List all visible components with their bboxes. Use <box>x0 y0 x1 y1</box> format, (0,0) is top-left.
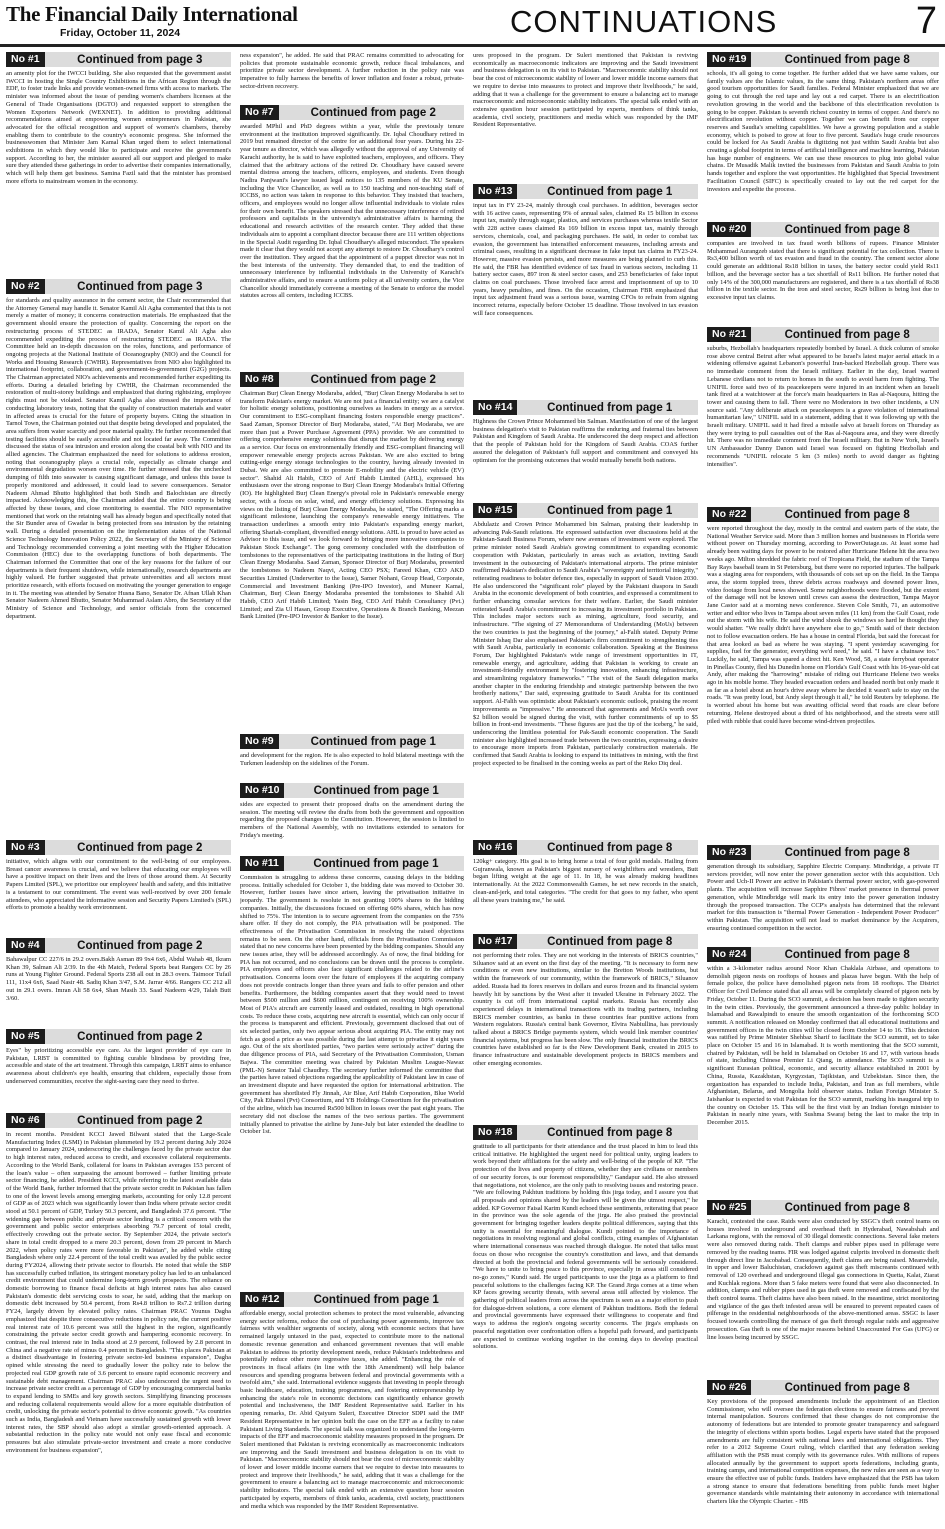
article-header <box>473 840 698 855</box>
article-header <box>707 507 939 522</box>
article-number: No #4 <box>6 938 45 953</box>
article-title: Continued from page 1 <box>547 504 673 517</box>
article-title: Continued from page 8 <box>784 53 910 66</box>
article-body: gratitude to all participants for their attendance and the trust placed in him to lead this critical initiative. He highlighted the urgent need for political unity, urging leaders to work beyond their affiliations for the safety and well-being of the people of KP. "The protection of the lives and property of citizens, whether they are civilians or members of our security forces, is our foremost responsibility," Gandapur said. He also stressed that negotiations, not violence, are the only path to resolving issues and restoring peace. "We are following Pakhtun traditions by holding this jirga today, and I assure you that all proposals and opinions shared by the leaders will be given the utmost respect," he added. KP Governor Faisal Karim Kundi echoed these sentiments, reiterating that peace in the province was the sole agenda of the jirga. He also praised the provincial government for bringing together leaders despite political differences, saying that this unity is essential for meaningful dialogue. Kundi pointed to the importance of negotiations in resolving regional and global conflicts, citing examples of Afghanistan where international consensus was reached through dialogue. He noted that talks must focus on those who recognise the country's constitution and laws, and that demands directed at both the provincial and federal governments will be seriously considered. "We have to unite to bring peace to this province, especially in areas still considered no-go zones," Kundi said. He urged participants to use the jirga as a platform to find peaceful solutions to the challenges facing KP. The Grand Jirga comes at a time when KP faces growing security threats, with several areas still affected by violence. The gathering of political leaders from across the spectrum is seen as a major effort to push for dialogue-driven solutions, a core element of Pakhtun traditions. Both the federal and provincial governments have expressed their willingness to cooperate and find ways to address the region's ongoing security concerns. The jirga's emphasis on peaceful negotiation over confrontation offers a hopeful path forward, and participants are expected to continue working together in the coming days to develop practical solutions. <box>473 1143 698 1351</box>
article-9 <box>240 734 464 776</box>
article-8 <box>240 372 464 728</box>
article-25 <box>707 1200 939 1378</box>
article-title: Continued from page 8 <box>784 846 910 859</box>
article-title: Continued from page 8 <box>547 935 673 948</box>
article-number: No #25 <box>707 1200 751 1215</box>
article-number: No #13 <box>473 184 517 199</box>
article-body: Bahawalpur CC 227/6 in 29.2 overs.Bakh Asman 89 9x4 6x6, Abdul Wahab 48, Ikram Khan 39, Salman Ali 2/39. In the 4th Match, Federal Sports beat Rangers CC by 26 runs at Young Fighter Ground. Federal Sports 238 all out in 28.3 overs. Taimoor Tufail 111, 11x4 6x6, Saad Nasir 48. Sadiq Khan 3/47, S.M. Jarrar 4/66. Rangers CC 212 all out in 29.1 overs. Imran Ali 58 6x4, Shan Masih 33. Saad Nadeem 4/29, Talah Butt 3/60. <box>6 956 231 1002</box>
article-title: Continued from page 2 <box>310 373 436 386</box>
article-title: Continued from page 2 <box>77 1114 203 1127</box>
article-body: 120kg+ category. His goal is to bring home a total of four gold medals. Hailing from Gujranwala, known as Pakistan's biggest nursery of weightlifters and wrestlers, Butt began lifting weight at the age of 11. In 18, he was already making headlines internationally. At the 2022 Commonwealth Games, he set new records in the snatch, clean-and-jerk, and total categories. "The credit for that goes to my father, who spent all these years training me," he said. <box>473 858 698 904</box>
article-21 <box>707 327 939 505</box>
article-body: were reported throughout the day, mostly in the central and eastern parts of the state, the National Weather Service said. More than 3 million homes and businesses in Florida were without power on Thursday morning, according to PowerOutage.us. At least some had already been waiting days for power to be restored after Hurricane Helene hit the area two weeks ago. Milton shredded the fabric roof of Tropicana Field, the stadium of the Tampa Bay Rays baseball team in St Petersburg, but there were no reported injuries. The ballpark was a staging area for responders, with thousands of cots set up on the field. In the Tampa area, the storm toppled trees, threw debris across roadways and downed power lines, video footage from local news showed. Some neighborhoods were flooded, but the extent of the damage will not be known until crews can assess the destruction, Tampa Mayor Jane Castor said at a morning news conference. Steven Cole Smith, 71, an automotive writer and editor who lives in Tampa about seven miles (11 km) from the Gulf Coast, rode out the storm with his wife. He said the wind shook the windows so hard he thought they would shatter. "We really didn't have anywhere else to go," Smith said of their decision not to follow evacuation orders. He has a house in central Florida, but said the forecast for that area looked as bad as where he was staying. "I spent yesterday scavenging for supplies, fuel for the generator, everything we'd need," he said. "I have a chainsaw too." Luckily, he said, Tampa was spared a direct hit. Ken Wood, 58, a state ferryboat operator in Pinellas County, fled his Dunedin home on Florida's Gulf Coast with his 16-year-old cat Andy, after making the "harrowing" mistake of riding out Hurricane Helene two weeks ago in his mobile home. They headed evacuation orders and headed north but only made it as far as a hotel about an hour's drive away where he decided it wasn't safe to stay on the roads. "It was pretty loud, but Andy slept through it all," he told Reuters by telephone. He is worried about his home but was awaiting official word that roads are clear before returning. Helene destroyed about a third of his neighborhood, and the streets were still piled with rubble that could have become wind-driven projectiles. <box>707 525 939 725</box>
article-header <box>707 845 939 860</box>
article-4 <box>6 938 231 1026</box>
article-body: and development for the region. He is also expected to hold bilateral meetings with the Turkmen leadership on the sidelines of the Forum. <box>240 752 464 767</box>
article-header <box>240 856 464 871</box>
article-header <box>707 1380 939 1395</box>
article-title: Continued from page 8 <box>784 223 910 236</box>
article-number: No #10 <box>240 783 284 798</box>
article-5 <box>6 1029 231 1117</box>
article-number: No #11 <box>240 856 284 871</box>
article-title: Continued from page 1 <box>313 784 439 797</box>
article-header <box>6 1029 231 1044</box>
article-11 <box>240 856 464 1291</box>
article-body: not performing their roles. They are not working in the interests of BRICS countries," Siluanov said at an event on the first day of the meeting. "It is necessary to form new conditions or even new institutions, similar to the Bretton Woods institutions, but within the framework of our community, within the framework of BRICS," Siluanov added. Russia had its forex reserves in dollars and euros frozen and its financial system heavily hit by sanctions by the West after it invaded Ukraine in February 2022. The country is cut off from international capital markets. Russia has recently also experienced delays in international transactions with its trading partners, including BRICS member countries, as banks in these countries fear punitive actions from Western regulators. Russia's central bank Governor, Elvira Nabiullina, has previously talked about a BRICS Bridge payments system, which would link member countries' financial systems, but progress has been slow. The only financial institution the BRICS countries have established so far is the New Development Bank, created in 2015 to finance infrastructure and sustainable development projects in BRICS members and other emerging economies. <box>473 952 698 1067</box>
masthead <box>0 0 945 47</box>
article-body: Key provisions of the proposed amendments include the appointment of an Election Commissioner, who will oversee the federation elections to ensure fairness and prevent internal manipulation. Sources confirmed that these changes do not compromise the autonomy of federations but are intended to promote greater transparency and safeguard the integrity of elections within sports bodies. Legal experts have stated that the proposed amendments are fully consistent with national laws and international obligations. They refer to a 2012 Supreme Court ruling, which clarified that any federation seeking affiliation with the PSB must comply with its governance rules. With millions of rupees allocated annually by the government to support sports federations, including grants, training camps, and international competition expenses, the new rules are seen as a way to ensure the effective use of public funds. Insiders have emphasized that the PSB has taken a strong stance to ensure that federations benefiting from public funds meet higher governance standards while maintaining their autonomy in accordance with international charters like the Olympic Charter. - HB <box>707 1398 939 1506</box>
article-header <box>473 503 698 518</box>
article-number: No #24 <box>707 947 751 962</box>
article-header <box>6 1113 231 1128</box>
article-title: Continued from page 1 <box>547 401 673 414</box>
article-header <box>240 1292 464 1307</box>
article-header <box>6 279 231 294</box>
column-4 <box>707 52 939 1522</box>
article-title: Continued from page 8 <box>784 1381 910 1394</box>
article-15 <box>473 503 698 830</box>
article-body: initiative, which aligns with our commitment to the well-being of our employees. Breast cancer awareness is crucial, and we believe that educating our employees will have a positive impact on their lives and the lives of those around them. At Security Papers Limited (SPL), we prioritize our employees' health and safety, and this initiative is a testament to our commitment. The event was well-received by over 200 female attendees, who appreciated the informative session and Security Papers Limited's (SPL) efforts to promote a healthy work environment. <box>6 858 231 912</box>
article-24 <box>707 947 939 1197</box>
article-title: Continued from page 8 <box>784 948 910 961</box>
article-title: Continued from page 3 <box>77 280 203 293</box>
column-2 <box>240 52 464 1522</box>
article-header <box>6 52 231 67</box>
article-title: Continued from page 8 <box>784 1201 910 1214</box>
article-header <box>707 327 939 342</box>
article-1 <box>6 52 231 287</box>
column-1 <box>6 52 231 1522</box>
article-number: No #20 <box>707 222 751 237</box>
article-13 <box>473 184 698 390</box>
article-body: companies are involved in tax fraud worth billions of rupees. Finance Minister Muhammad Aurangzeb stated that there is significant potential for tax collection. There is Rs3,400 billion worth of tax evasion and fraud in the country. The cement sector alone could generate an additional Rs18 billion in taxes, the battery sector could yield Rs11 billion, and the beverage sector has a tax shortfall of Rs11 billion. He further noted that only 14% of the 300,000 manufacturers are registered, and there is a tax shortfall of Rs38 billion in the textile sector. In the iron and steel sector, Rs29 billion is being lost due to excessive input tax claims. <box>707 240 939 301</box>
article-17 <box>473 934 698 1124</box>
article-body: schools, it's all going to come together. He further added that we have same values, our family values are the Islamic values, its the same thing. Pakistan's northern areas offer good tourism opportunities for Saudi families. Federal Minister emphasized that we are going to cut through the red tape and lay out a red carpet. There is an electrification revolution growing in the world and the backbone of this electrification revolution is going to be copper. Pakistan is seventh richest country in terms of copper. And there's no electrification revolution without copper. Together we can benefit from our copper reserves and Saudia's smelting capabilities. We have a growing population and a stable economy, which is poised to grow at four to five percent. Saudia's huge crude resources could be locked for As Saudi Arabia is digitizing not just within Saudi Arabia but also creating a global footprint in terms of artificial intelligence and machine learning, Pakistan has huge number of engineers. We can use these resources to plug into global value chains. Dr Musadik Malik invited the businesses from Pakistan and Saudi Arabia to join hands together and explore the vast opportunities. He highlighted that Special Investment Facilitation Council (SIFC) is specifically created to lay out the red carpet for the investors and expedite the process. <box>707 70 939 193</box>
article-23 <box>707 845 939 945</box>
article-number: No #23 <box>707 845 751 860</box>
article-body: input tax in FY 23-24, mainly through coal purchases. In addition, beverages sector with 16 active cases, representing 9% of annual sales, claimed Rs 15 billion in excess input tax, mainly through sugar, plastics, and services purchases whereas textile Sector with 228 active cases claimed Rs 169 billion in excess input tax, mainly through services, chemicals, coal, and packaging purchases. He said, in order to combat tax evasion, the government has intensified enforcement measures, including arrests and criminal cases, resulting in a significant decrease in fake input tax claims in FY23-24. However, massive evasion persists, and more measures are being planned to curb this. He said, the FBR has identified evidence of tax fraud in various sectors, including 11 battery sector cases, 897 iron & steel sector cases, and 253 beneficiaries of fake input claims on coal purchases. Those involved face arrest and imprisonment of up to 10 years, heavy penalties, and fines. On the occasion, Chairman FBR emphasized that input tax adjustment fraud was a serious issue, warning CFOs to refrain from signing incorrect returns, especially before October 15 deadline. Those involved in tax evasion will face consequences. <box>473 202 698 317</box>
article-number: No #5 <box>6 1029 45 1044</box>
article-7 <box>240 105 464 372</box>
article-number: No #7 <box>240 105 279 120</box>
article-3 <box>6 840 231 932</box>
paper-name-logo: The Financial Daily International <box>6 2 298 26</box>
article-body: an amenity plot for the IWCCI building. She also requested that the government assist IWCCI in hosting the Single Country Exhibitions in the African Region through the EDF, to foster trade links and provide women-owned firms with access to markets. The minister was informed about the issue of pending women's chambers licenses at the General of Trade Organisations (DGTO) and requested support to strengthen the Women Exporters Network (WEXNET). In addition to providing additional recommendations aimed at empowering women entrepreneurs in Pakistan, she advocated for the official recognition and support of women's chambers, thereby enabling them to contribute to the country's economic progress. She informed the businesswomen that Minister Jam Kamal Khan urged them to select international exhibitions in which they would like to participate and receive the government's support. According to her, the minister assured all our support and pledged to make sure they attended these gatherings in order to advertise their companies internationally, which will help them get business. Samina Fazil said that the minister has promised more efforts to mainstream women in the economy. <box>6 70 231 185</box>
article-6-continued <box>240 52 464 97</box>
article-6 <box>6 1113 231 1522</box>
article-number: No #14 <box>473 400 517 415</box>
article-number: No #16 <box>473 840 517 855</box>
article-header <box>473 1125 698 1140</box>
article-header <box>240 372 464 387</box>
article-title: Continued from page 1 <box>547 185 673 198</box>
article-body: in recent months. President KCCI Jawed Bilwani stated that the Large-Scale Manufacturing Index (LSMI) in Pakistan plummeted by 19.2 percent during July 2024 compared to January 2024, underscoring the challenges faced by the private sector due to high interest rates, reduced access to credit, and excessive collateral requirements. According to the World Bank, collateral for loans in Pakistan averages 153 percent of the loan's value – often surpassing the amount borrowed – further limiting private sector financing, he added. President KCCI, while referring to the latest available data of the World Bank, further informed that the private sector credit in Pakistan has fallen to one of the lowest levels among emerging markets, accounting for only 12.8 percent of GDP as of 2023 which was significantly lower than India where private sector credit stood at 50.1 percent of GDP, Turkey 50.3 percent, and Bangladesh 37.6 percent. "The widening gap between public and private sector lending is a critical concern with the government and public sector enterprises absorbing 79.7 percent of total credit, effectively crowding out the private sector. By September 2024, the private sector's share in total credit dropped to a mere 20.3 percent, down from 29 percent in March 2022, when policy rates were more favorable in Pakistan", he added while citing Bangladesh where only 22.4 percent of the total credit was availed by the public sector during FY2024, allowing their private sector to flourish. He noted that while the SBP has successfully curbed inflation, its stringent monetary policy has led to an unbalanced credit environment that could undermine long-term growth prospects. The reliance on domestic borrowing to finance fiscal deficits at high interest rates has also caused Pakistan's domestic debt servicing costs to soar, he said, adding that the markup on domestic debt increased by 50.4 percent, from Rs4.8 trillion to Rs7.2 trillion during FY24, largely driven by elevated policy rates. Chairman PRAC Younus Dagha emphasized that despite three consecutive reductions in policy rate, the current positive real interest rate of 10.6 percent was still the highest in the region, significantly constraining the private sector credit growth and hampering economic recovery. In contrast, the real interest rate in India stood at 2.9 percent, followed by 2.8 percent in China and a negative rate of minus 0.4 percent in Bangladesh. "This places Pakistan at a distinct disadvantage in fostering private sector-led business expansion", Dagha opined while stressing the need to gradually lower the policy rate to below the projected real GDP growth rate of 3.6 percent to ensure rapid economic recovery and sustainable debt management. Chairman PRAC also underscored the urgent need to increase private sector credit as a percentage of GDP by encouraging commercial banks to expand lending to SMEs and key growth sectors. Simplifying financing processes and reducing collateral requirements would allow for a more equitable distribution of credit, unlocking the private sector's potential to drive economic growth. "As countries such as India, Bangladesh and Vietnam have successfully sustained growth with lower interest rates, the SBP should also adopt a similar growth-oriented approach. A substantial reduction in the policy rate would not only ease fiscal and economic pressures but also stimulate private-sector investment and create a more conducive environment for business expansion", <box>6 1131 231 1454</box>
article-12 <box>240 1292 464 1522</box>
article-body: Chairman Burj Clean Energy Modaraba, added, "Burj Clean Energy Modaraba is set to transform Pakistan's energy market. We are not just a financial entity; we are a catalyst for holistic energy solutions, positioning ourselves as leaders in energy as a service. Our commitment to ESG-compliant financing fosters responsible energy practices". Saad Zaman, Sponsor Director of Burj Modaraba, stated, "At Burj Modaraba, we are more than just a Power Purchase Agreement (PPA) provider. We are committed to offering comprehensive energy solutions that disrupt the market by delivering energy as a service. Our focus on environmentally friendly and ESG-compliant financing will empower renewable energy projects across Pakistan. We are also excited to bring cutting-edge energy storage technologies to the country, having already invested in Dubai. We are also committed to promote E-mobility and the electric vehicle (EV) sector". Shahid Ali Habib, CEO of Arif Habib Limited (AHL), expressed his enthusiasm over the strong response to Burj Clean Energy Modaraba's Initial Offering (IO). He highlighted Burj Clean Energy's pivotal role in Pakistan's renewable energy sector, with a focus on solar, wind, and energy efficiency solutions. Expressing his views on the listing of Burj Clean Energy Modaraba, he stated, "The Offering marks a significant milestone, launching the company's renewable energy initiatives. The transaction underlines a smooth entry into Pakistan's expanding energy market, offering Shariah-compliant, diversified energy solutions. AHL is proud to have acted as Advisor to this issue, and we look forward to bringing more innovative companies to Pakistan Stock Exchange". The gong ceremony concluded with the distribution of tombstones to the representatives of the participating institutions in the listing of Burj Clean Energy Modaraba. Saad Zaman, Sponsor Director of Burj Modaraba, presented the tombstones to Nadeem Naqvi, Acting CEO PSX; Fareed Khan, CEO AKD Securities Limited (Underwriter to the Issue), Samer Nohani, Group Head, Corporate, Commercial and Investment Banking (Pre-IPO Investor), and Muneer Kamal, Chairman, Burj Clean Energy Modaraba presented the tombstones to Shahid Ali Habib, CEO Arif Habib Limited; Yasin Beg, CEO Arif Habib Consultancy (Pvt.) Limited; and Zia Ul Hasan, Group Executive, Operations & Branch Banking, Meezan Bank Limited (Pre-IPO Investor & Banker to the Issue). <box>240 390 464 621</box>
article-header <box>473 184 698 199</box>
continuations-page <box>6 52 939 1522</box>
article-26 <box>707 1380 939 1522</box>
column-3 <box>473 52 698 1522</box>
article-title: Continued from page 2 <box>77 841 203 854</box>
article-12-continued <box>473 52 698 182</box>
article-body: generation through its subsidiary, Sapphire Electric Company. Mindbridge, a private IT services provider, will now enter the power generation sector with this acquisition. Uch Power and Uch-II Power are active in Pakistan's thermal power sector, with gas-powered plants. The acquisition will increase Sapphire Fibres' market presence in thermal power generation, while Mindbridge will mark its entry into the power generation industry through the proposed transaction. The CCP's analysis has determined that the relevant market for this transaction is "thermal Power Generation - Independent Power Producer" within Pakistan. The acquisition will not lead to market dominance by the Acquirers, ensuring continued competition in the sector. <box>707 863 939 932</box>
article-18 <box>473 1125 698 1522</box>
article-body-continued: ures proposed in the program. Dr Suleri mentioned that Pakistan is reviving economically as macroeconomic indicators are improving and the Saudi investment and business delegation is on its visit to Pakistan. "Macroeconomic stability should not bear the cost of microeconomic stability of lower and lower middle income earners that we require to devise into measures to protect and improve their livelihoods," he said, adding that it was a challenge for the government to ensure a balancing act to manage macroeconomic and microeconomic stability indicators. The special talk ended with an extensive question hour session participated by experts, members of think tanks, academia, civil society, practitioners and media which was responded by the IMF Resident Representative. <box>473 52 698 129</box>
article-number: No #18 <box>473 1125 517 1140</box>
article-body: suburbs, Hezbollah's headquarters repeatedly bombed by Israel. A thick column of smoke rose above central Beirut after what appeared to be Israel's latest major aerial attack in a widening offensive against Lebanon's powerful Iran-backed Hezbollah group. There was no immediate comment from the Israeli military. Earlier in the day, Israel warned Lebanese civilians not to return to homes in the south to avoid harm from fighting. The UNIFIL force said two of its peacekeepers were injured in an incident when an Israeli tank fired at a watchtower at the force's main headquarters in Ras al-Naqoura, hitting the tower and causing them to fall. There were no Moderators in two other incidents, a UN source said. "Any deliberate attack on peacekeepers is a grave violation of international humanitarian law," UNIFIL said in a statement, adding that it was following up with the Israeli military. UNIFIL said it had fired a missile salvo at Israeli forces on Thursday as they were trying to pull casualties out of the Ras al-Naqoura area, and they were directly hit. There was no immediate comment from the Israeli military. But in New York, Israel's UN Ambassador Danny Danon said Israel was focused on fighting Hezbollah and recommends "UNIFIL relocate 5 km (3 miles) north to avoid danger as fighting intensifies". <box>707 345 939 468</box>
article-header <box>707 52 939 67</box>
article-title: Continued from page 1 <box>313 857 439 870</box>
article-header <box>240 783 464 798</box>
article-header <box>240 105 464 120</box>
article-14 <box>473 400 698 493</box>
article-title: Continued from page 8 <box>784 508 910 521</box>
page-number: 7 <box>915 0 937 42</box>
article-header <box>473 400 698 415</box>
article-title: Continued from page 8 <box>547 1126 673 1139</box>
article-number: No #1 <box>6 52 45 67</box>
article-header <box>6 840 231 855</box>
article-number: No #6 <box>6 1113 45 1128</box>
article-10 <box>240 783 464 843</box>
article-header <box>707 1200 939 1215</box>
article-title: Continued from page 8 <box>547 841 673 854</box>
article-header <box>240 734 464 749</box>
article-number: No #15 <box>473 503 517 518</box>
article-title: Continued from page 2 <box>310 106 436 119</box>
article-19 <box>707 52 939 218</box>
article-title: Continued from page 1 <box>313 1293 439 1306</box>
section-title: CONTINUATIONS <box>510 4 778 39</box>
article-16 <box>473 840 698 923</box>
article-header <box>707 947 939 962</box>
article-number: No #21 <box>707 327 751 342</box>
article-header <box>707 222 939 237</box>
article-number: No #2 <box>6 279 45 294</box>
article-body: for standards and quality assurance in the cement sector, the Chair recommended that the Attorney General may handle it. Senator Kamil Ali Agha commented that this is not merely a matter of money; it concerns construction materials. He emphasized that the government should ensure the protection of quality. Concerning the report on the restructuring process of STEDEC as IRADA, Senator Kamil Ali Agha also recommended expediting the process of restructuring STEDEC as IRADA. The Committee held an in-depth discussion on the roles, functions, and performance of ongoing projects at the National Institute of Oceanography (NIO) and the Council for Works and Housing Research (CWHR). Representatives from NIO also highlighted its international footprint, collaboration, and government-to-government (G2G) projects. The Chairman appreciated NIO's achievements and recommended further expediting its efforts. During a detailed briefing by CWHR, the Chairman recommended the restoration of multi-storey buildings and emphasized that during rightsizing, employee rights must not be violated. Senator Kamil Agha also stressed the importance of conducting laboratory tests, noting that the quality of construction materials and water in affected areas is crucial for the future of property buyers. Citing the situation in Tarnol Town, the Chairman pointed out that despite being developed and populated, the area suffers from water scarcity and poor material quality. He further recommended that testing facilities should be easily accessible and not located far away. The Committee discussed the status of sea intrusion and erosion along the coastal belt with NIO and its allied agencies. The Chairman emphasized the need for solutions to address erosion, noting that oceanography plays a crucial role, especially as climate change and environmental degradation worsen over time. He further stressed that the unchecked dumping of filth into seawater is causing significant damage, and unless this issue is properly monitored and addressed, it could lead to severe consequences. Senator Nadeem Ahmad Bhutto highlighted that both Sindh and Balochistan are directly impacted. Acknowledging this, the Chairman added that the entire country is being affected by these issues, and close monitoring is essential. The NIO representative mentioned that work on the retaining wall has already begun and specifically noted that the Sir Bunder area of Gwadar is being protected from sea intrusion by the retaining wall. During a detailed presentation on the implementation status of the National Science Technology Innovation Policy 2022, the Secretary of the Ministry of Science and Technology recommended convening a joint meeting with the Higher Education Commission (HEC) due to the overlapping functions of both departments. The Chairman informed the Committee that one of the key reasons for the failure of our departments is their frequent shutdown, while internationally, research departments are highly valued. He further suggested that private universities and all sectors must prioritize research, with efforts focused on motivating the younger generation to engage in it. The meeting was attended by Senator Husna Bano, Senator Dr. Afnan Ullah Khan Senator Nadeem Ahmed Bhutto, Senator Muhammad Aslam Abro, the Secretary of the Ministry of Science and Technology, and senior officials from the concerned department. <box>6 297 231 620</box>
article-number: No #3 <box>6 840 45 855</box>
article-title: Continued from page 3 <box>77 53 203 66</box>
article-number: No #26 <box>707 1380 751 1395</box>
article-number: No #17 <box>473 934 517 949</box>
article-22 <box>707 507 939 842</box>
article-body: Karachi, contested the case. Raids were also conducted by SSGC's theft control teams on houses involved in underground and overhead theft in Hyderabad, Nawabshah and Larkana regions, with the removal of 30 illegal domestic connections. Several fake meters were also removed during raids. Theft clamps and rubber pipes used in pilferage were removed by the reading teams. FIR was lodged against culprits involved in domestic theft through direct line in Jacobabad. Consequently, theft claims are being raised. Meanwhile, in upper and lower Baluchistan, crackdown against gas theft miscreants continued with removal of 120 overhead and underground illegal gas connections in Quetta, Kalat, Ziarat and Kuchlak regions. More than 5 fake meters were found that were also disconnected. In addition, clamps and rubber pipes used in gas theft were removed and confiscated by the theft control teams. Theft claims have also been raised. In the meantime, strict monitoring and vigilance of the gas theft infested areas will be ensured to prevent repeated cases of pilferage in the residential neighbourhoods of the above-mentioned areas. SSGC is laser focused towards controlling the menace of gas theft through regular raids and aggressive prosecution. Gas theft is one of the major reasons behind Unaccounted For Gas (UFG) or line losses being incurred by SSGC. <box>707 1218 939 1341</box>
article-body: within a 3-kilometer radius around Noor Khan Chaklala Airbase, and operations to demolish pigeon nests on rooftops of houses and plazas have begun. With the help of female police, the police have demolished pigeon nets from 18 rooftops. The District Officer for Civil Defence stated that all areas will be completely cleared of pigeon nets by Friday, October 11. During the SCO summit, a decision has been made to tighten security in the twin cities. Previously, the government announced a three-day public holiday in Islamabad and Rawalpindi to ensure the smooth organization of the forthcoming SCO summit. A notification released on Monday confirmed that all educational institutions and government offices in the twin cities will be closed from October 14 to 16. This decision was ratified by Prime Minister Shehbaz Sharif to facilitate the SCO summit, set to take place on October 15 and 16 in Islamabad. It is worth mentioning that the SCO summit, chaired by Pakistan, will be held in Islamabad on October 16 and 17, with various heads of state, including Chinese Premier Li Qiang, in attendance. The SCO summit is a significant Eurasian political, economic, and security alliance established in 2001 by China, Russia, Kazakhstan, Kyrgyzstan, Tajikistan, and Uzbekistan. Since then, the organization has expanded to include India, Pakistan, and Iran as full members, while Afghanistan, Belarus, and Mongolia hold observer status. Indian Foreign Minister S. Jaishankar is expected to visit Pakistan for the SCO summit, marking his inaugural trip to the country on October 15. This will be the first visit by an Indian foreign minister to Pakistan in nearly nine years, with Sushma Swaraj being the last to make the trip in December 2015. <box>707 965 939 1127</box>
article-header <box>6 938 231 953</box>
issue-date: Friday, October 11, 2024 <box>60 27 181 39</box>
article-body: sides are expected to present their proposed drafts on the amendment during the session. The meeting will review the drafts from both the government and opposition regarding the proposed changes to the Constitution. However, the session is limited to members of the National Assembly, with no invitations extended to senators for Friday's meeting. <box>240 801 464 839</box>
article-title: Continued from page 2 <box>77 939 203 952</box>
article-body: Abdulaziz and Crown Prince Mohammed bin Salman, praising their leadership in advancing Pak-Saudi relations. He expressed satisfaction over discussions held at the Pakistan-Saudi Business Forum, where new avenues of investment were explored. The prime minister noted Saudi Arabia's growing commitment to expanding economic cooperation with Pakistan, particularly in areas such as aviation, inviting Saudi investment in the outsourcing of Pakistan's international airports. The prime minister reaffirmed Pakistan's dedication to Saudi Arabia's "sovereignty and territorial integrity," reiterating readiness to bolster defence ties, especially in support of Saudi Vision 2030. He also underscored the "significant role" played by the Pakistani diaspora in Saudi Arabia in the economic development of both countries, and expressed a commitment to further enhancing consular services for their welfare. Earlier, the Saudi minister reiterated Saudi Arabia's commitment to increasing its investment portfolio in Pakistan. This includes major sectors such as mining, agriculture, food security, and infrastructure. "The signing of 27 Memorandums of Understanding (MoUs) between the two countries is just the beginning of the journey," al-Falih stated. Deputy Prime Minister Ishaq Dar also emphasised Pakistan's firm commitment to strengthening ties with Saudi Arabia, particularly in economic collaboration. Speaking at the Business Forum, Dar highlighted Pakistan's wide range of investment opportunities in IT, renewable energy, and agriculture, adding that Pakistan is working to create an investment-friendly environment by "fostering innovation, enhancing infrastructure, and streamlining regulatory frameworks." "The visit of the Saudi delegation marks another chapter in the enduring friendship and strategic partnership between the two brotherly nations," Dar said, expressing gratitude to Saudi Arabia for its continued support. Al-Falih was optimistic about Pakistan's economic outlook, praising the recent improvements as "impressive." He announced that agreements and MoUs worth over $2 billion would be signed during the visit, with further commitments of up to $5 billion in front-end investments. "These figures are just the tip of the iceberg," he said, underscoring the limitless potential for Pak-Saudi economic cooperation. The Saudi minister also highlighted increased trade between the two countries, expressing a desire to encourage more imports from Pakistan, particularly construction materials. He confirmed that Saudi Arabia is looking to expand its initiatives in mining, with the first project expected to be finalised in the coming weeks as part of the Reko Diq deal. <box>473 521 698 767</box>
article-number: No #19 <box>707 52 751 67</box>
article-20 <box>707 222 939 322</box>
article-title: Continued from page 2 <box>77 1030 203 1043</box>
article-title: Continued from page 8 <box>784 328 910 341</box>
article-body: Commission is struggling to address these concerns, causing delays in the bidding process. Initially scheduled for October 1, the bidding date was moved to October 30. However, further issues have since arisen, leaving the privatisation initiative in jeopardy. The government is resolute in not granting 100% shares to the bidding companies. Initially, the discussions focused on offering 60% shares, which has now shifted to 75%. The intention is to secure agreement from the companies on the 75% share offer. If they do not comply, the PIA privatisation will be postponed. The effectiveness of the Privatisation Commission in resolving the raised objections remains to be seen. On the other hand, officials from the Privatisation Commission stated that no new concerns have been presented by the bidding companies. Should any new issues arise, they will be addressed accordingly. As of now, the final bidding for PIA has not occurred, and no conclusions can be drawn until the process is complete. PIA employees and officers also face significant challenges related to the airline's privatisation. Concerns loom over the future of employees if the acquiring company does not provide contracts longer than three years and fails to offer pension and other benefits. Furthermore, the bidding companies assert that they would need to invest between $500 million and $600 million, contingent on receiving 100% ownership. Most of PIA's aircraft are currently leased and outdated, resulting in high operational costs. To reduce these costs, acquiring new aircraft is essential, which can only occur if the process is transparent and efficient. Previously, government disclosed that out of six selected parties, only two appear serious about acquiring PIA. The entity may not fetch as good a price as was possible during the last attempt to privatise it eight years ago. Out of the six shortlisted parties, "two parties were seriously active" during the due diligence process of PIA, said Secretary of the Privatisation Commission, Usman Bajwa. The committee meeting was chaired by Pakistan Muslim League-Nawaz (PML-N) Senator Talal Chaudhry. The secretary further informed the committee that the parties have raised objections regarding the applicability of Pakistani law in case of an investment dispute and have requested the option for international arbitration. The government has shortlisted Fly Jinnah, Air Blue, Arif Habib Corporation, Blue World City, Pak Ethanol (Pvt) Consortium, and YB Holdings Consortium for the privatisation of the airline, which has incurred Rs500 billion in losses over the past eight years. The secretary did not disclose the names of the two serious parties. The government initially planned to privatise the airline by June-July but later extended the deadline to October 1st. <box>240 874 464 1136</box>
article-header <box>473 934 698 949</box>
article-number: No #12 <box>240 1292 284 1307</box>
article-body: Highness the Crown Prince Mohammed bin Salman. Manifestation of one of the largest business delegation's visit to Pakistan reaffirms the enduring and fraternal ties between Pakistan and Kingdom of Saudi Arabia. He underscored the deep respect and affection that the people of Pakistan hold for the Kingdom of Saudi Arabia. COAS further assured the delegation of Pakistan's full support and commitment and conveyed his optimism for the promising outcomes that would mutually benefit both nations. <box>473 418 698 464</box>
article-number: No #9 <box>240 734 279 749</box>
article-number: No #8 <box>240 372 279 387</box>
article-title: Continued from page 1 <box>310 735 436 748</box>
article-body-continued: ness expansion", he added. He said that PRAC remains committed to advocating for policies that promote sustainable economic growth, reduce fiscal imbalances, and prioritize private sector development. A further reduction in the policy rate was imperative to fully harness the benefits of lower inflation and foster a robust, private-sector-driven recovery. <box>240 52 464 90</box>
article-body: Eyes" by prioritizing accessible eye care. As the largest provider of eye care in Pakistan, LRBT is committed to fighting curable blindness by providing free, accessible and state of the art treatment. Through this campaign, LRBT aims to enhance awareness about children's eye health, ensuring that children, especially those from underserved communities, receive the sight-saving care they need to thrive. <box>6 1047 231 1085</box>
article-2 <box>6 279 231 819</box>
article-number: No #22 <box>707 507 751 522</box>
article-body: affordable energy, social protection schemes to protect the most vulnerable, advancing energy sector reforms, reduce the cost of purchasing power agreements, improve tax fairness with wealthier segments of society, along with economic sectors that have remained largely untaxed in the past, expected to contribute more to the national domestic revenue generation and enhanced government revenues that will enable Pakistan to address its priority development needs, reduce Pakistan's indebtedness and potentially reduce other more regressive taxes, she added. "Enhancing the role of provinces in fiscal affairs (in line with the 18th Amendment) will help balance resources and spending programs between federal and provincial governments with a twofold aim," she said. International evidence suggests that investing in people through basic healthcare, education, training programmes, and fostering entrepreneurship by enhancing the state's role in economic decisions can significantly enhance growth potential and inclusiveness, the IMF Resident Representative said. Earlier in his opening remarks, Dr. Abid Qaiyum Suleri, Executive Director SDPI said the IMF Resident Representative in her opinion built the case on the EFF as a facility to raise Pakistani Living Standards. The special talk was organized to understand the long-term impacts of the EFF and macroeconomic stability measures proposed in the program. Dr Suleri mentioned that Pakistan is reviving economically as macroeconomic indicators are improving and the Saudi investment and business delegation is on its visit to Pakistan. "Macroeconomic stability should not bear the cost of microeconomic stability of lower and lower middle income earners that we require to devise into measures to protect and improve their livelihoods," he said, adding that it was a challenge for the government to ensure a balancing act to manage macroeconomic and microeconomic stability indicators. The special talk ended with an extensive question hour session participated by experts, members of think tanks, academia, civil society, practitioners and media which was responded by the IMF Resident Representative. <box>240 1310 464 1510</box>
article-body: awarded MPhil and PhD degrees within a year, while the previously tenure environment at the institution improved significantly. Dr. Iqbal Choudhary retired in 2019 but remained director of the centre for an additional four years. During his 22-year tenure as director, which was allegedly without the approval of any University of Karachi authority, he is said to have exploited teachers, employees, and officers. They claimed that the arbitrary actions of the retired Dr. Choudhary have caused severe mental distress among the teachers, officers, employees, and students. Even though Nadira Panjwani's lawyer issued legal notices to 135 members of the KU Senate, including the Vice Chancellor, as well as to 150 teaching and non-teaching staff of ICCBS, no action was taken in response to this behavior. They insisted that teachers, officers, and employees would no longer allow influential individuals to violate rules for their own benefit. The speakers stressed that the unnecessary interference of retired professors and capitalists in the university's administrative affairs is harming the educational and research activities of the research center. They added that these individuals aim to appoint a compliant director because there are 111 written objections in the Special Audit regarding Dr. Iqbal Choudhary's alleged misconduct. The speakers made it clear that they would not accept any attempt to restore Dr. Choudhary's control over the institution. They argued that the appointment of a puppet director was not in the best interests of the university. They demanded that, to end the tradition of unnecessary interference by influential individuals in the University of Karachi's administrative affairs, and to ensure a uniform policy at all university centers, the Vice Chancellor should immediately convene a meeting of the Senate to enforce the model statutes across all centers, including ICCBS. <box>240 123 464 300</box>
